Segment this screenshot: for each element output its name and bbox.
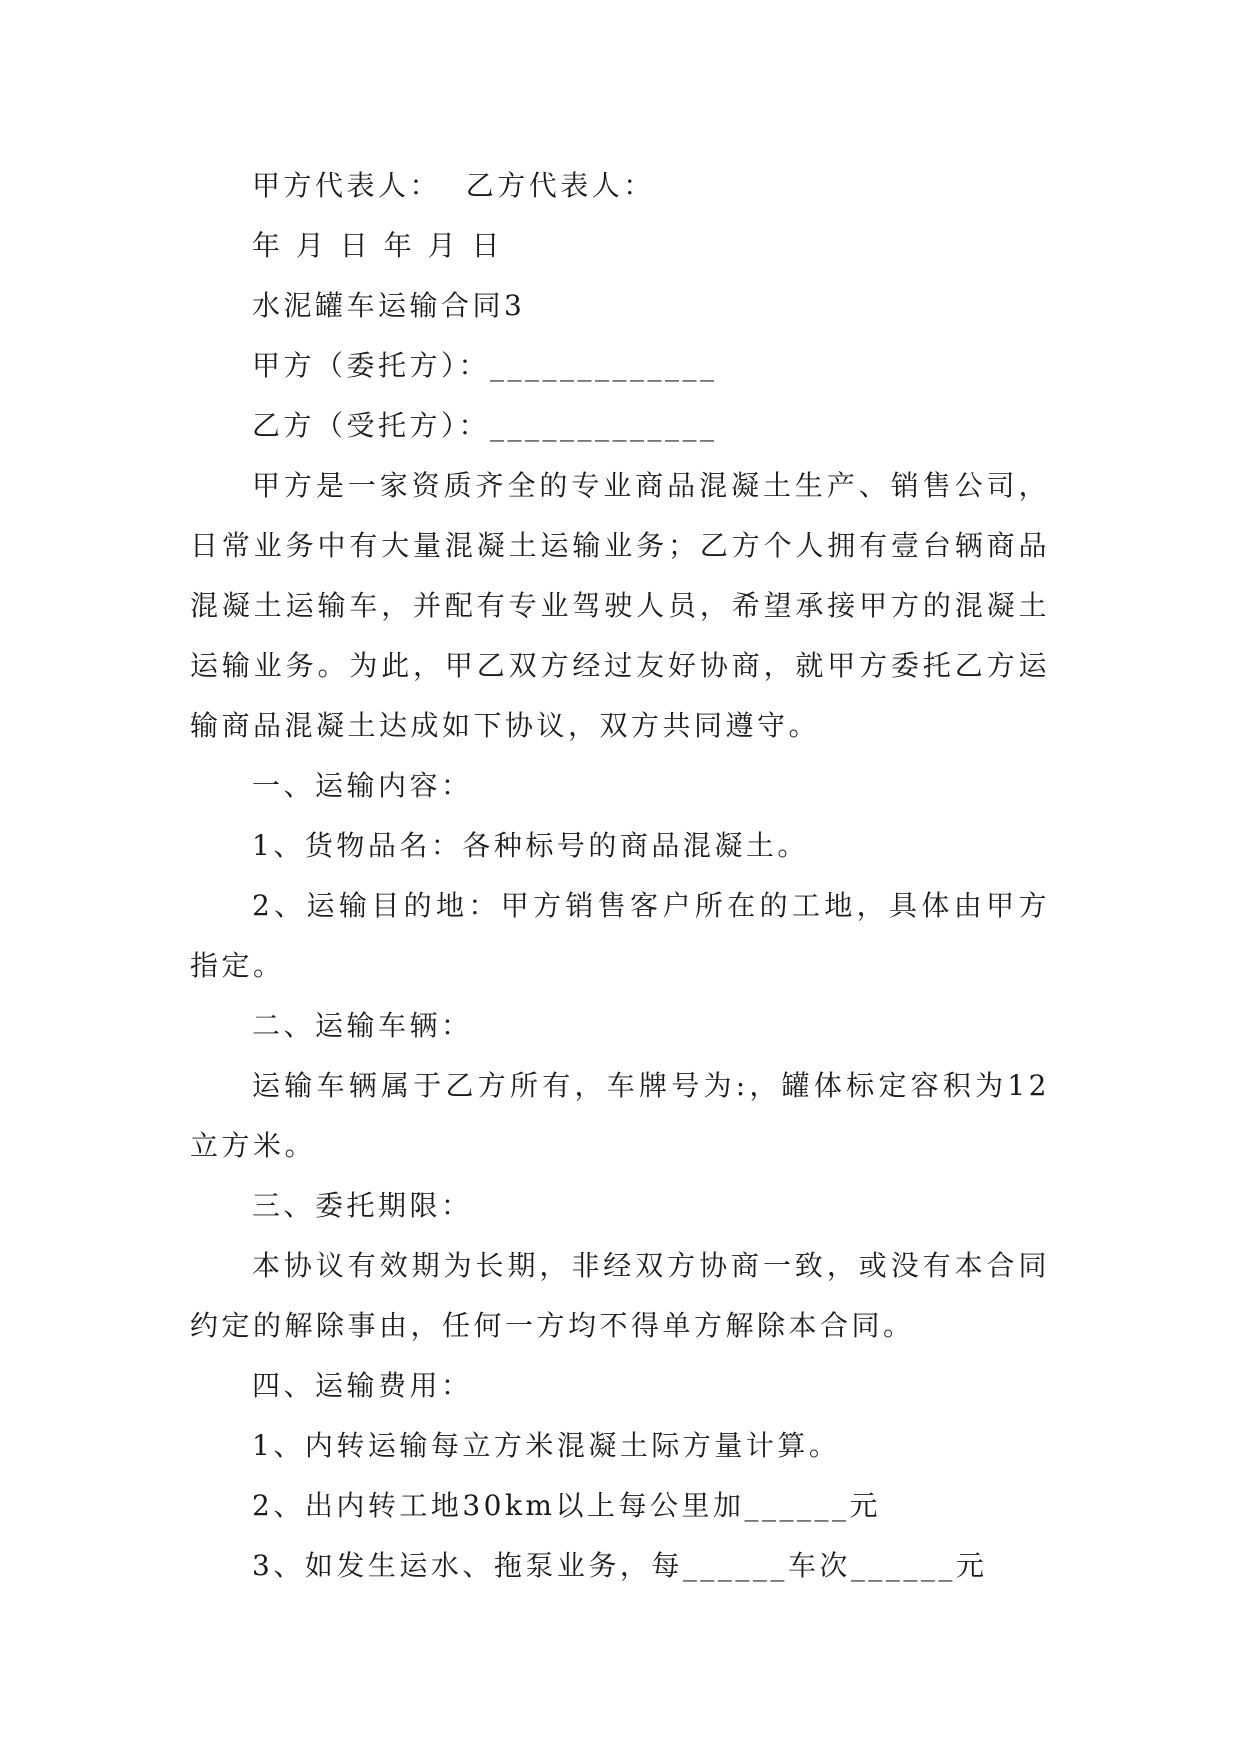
party-a-line: 甲方（委托方）：_____________: [252, 349, 718, 382]
section-heading-fees: 四、运输费用：: [252, 1369, 473, 1402]
section-heading-term: 三、委托期限：: [252, 1189, 473, 1222]
signature-line: 甲方代表人： 乙方代表人：: [252, 169, 655, 202]
clause-fee-distance: 2、出内转工地30km以上每公里加______元: [252, 1489, 881, 1522]
clause-fee-internal: 1、内转运输每立方米混凝土际方量计算。: [252, 1429, 841, 1462]
clause-fee-water-pump: 3、如发生运水、拖泵业务，每______车次______元: [252, 1549, 988, 1582]
clause-term: 本协议有效期为长期，非经双方协商一致，或没有本合同约定的解除事由，任何一方均不得单方解除本合同。: [190, 1249, 1050, 1342]
section-heading-transport-content: 一、运输内容：: [252, 769, 473, 802]
party-b-line: 乙方（受托方）：_____________: [252, 409, 718, 442]
preamble-paragraph: 甲方是一家资质齐全的专业商品混凝土生产、销售公司，日常业务中有大量混凝土运输业务；乙方个人拥有壹台辆商品混凝土运输车，并配有专业驾驶人员，希望承接甲方的混凝土运输业务。为此，甲乙双方经过友好协商，就甲方委托乙方运输商品混凝土达成如下协议，双方共同遵守。: [190, 469, 1050, 742]
clause-vehicle-ownership: 运输车辆属于乙方所有，车牌号为:，罐体标定容积为12立方米。: [190, 1069, 1050, 1162]
contract-title: 水泥罐车运输合同3: [252, 289, 526, 322]
clause-goods-name: 1、货物品名：各种标号的商品混凝土。: [252, 829, 809, 862]
clause-destination: 2、运输目的地：甲方销售客户所在的工地，具体由甲方指定。: [190, 889, 1050, 982]
contract-body: [190, 156, 1050, 1596]
section-heading-vehicles: 二、运输车辆：: [252, 1009, 473, 1042]
date-line: 年 月 日 年 月 日: [252, 229, 504, 262]
